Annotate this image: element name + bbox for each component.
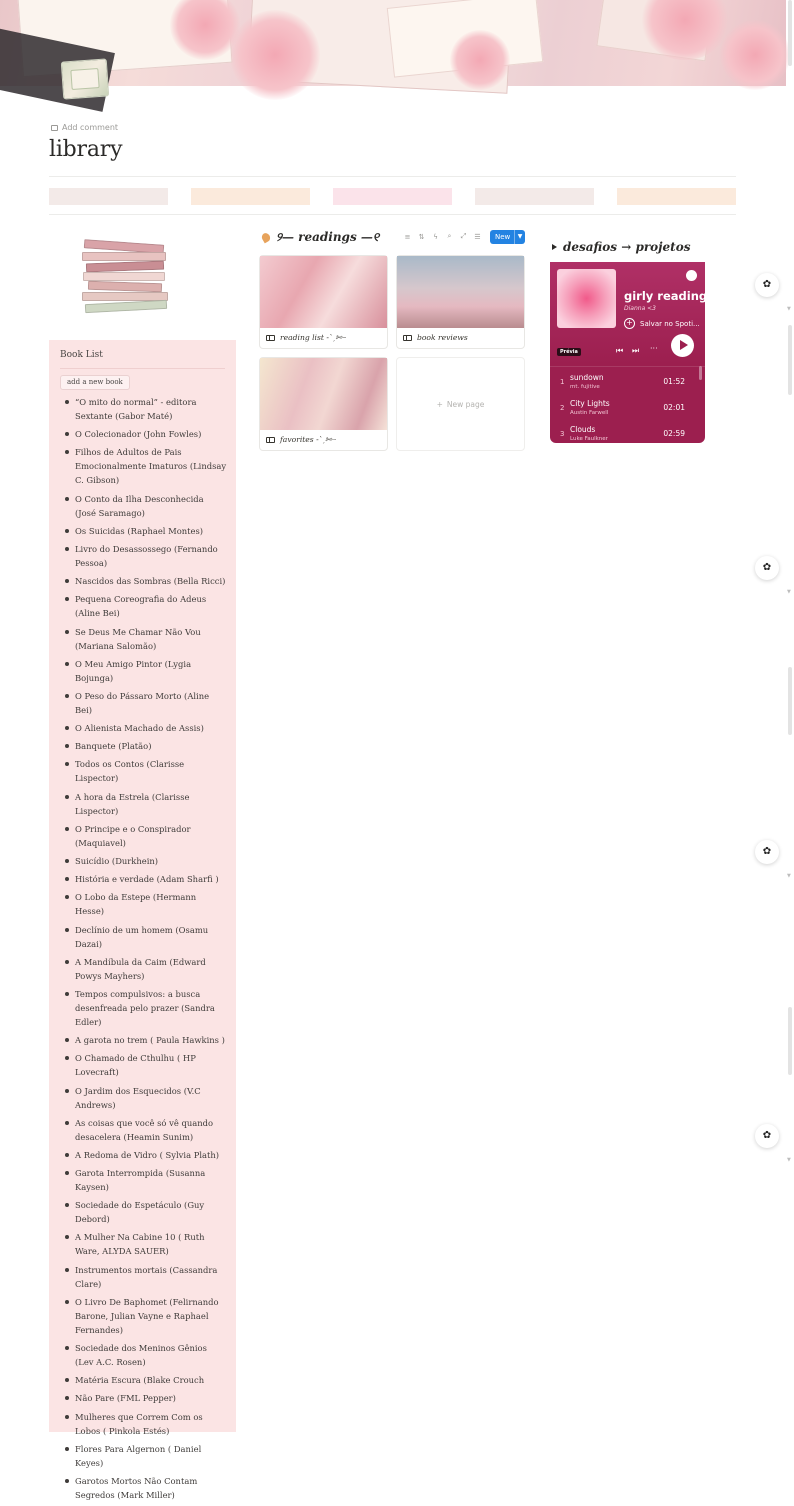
scrollbar-thumb[interactable] — [788, 0, 792, 66]
card-caption — [266, 333, 346, 342]
book-spine — [86, 261, 164, 273]
card-title: book reviews — [417, 333, 468, 342]
plus-icon: + — [436, 399, 443, 409]
book-list-item[interactable]: O Jardim dos Esquecidos (V.C Andrews) — [64, 1084, 227, 1112]
playlist-title[interactable]: girly reading — [624, 289, 708, 303]
book-list-item[interactable]: Tempos compulsivos: a busca desenfreada pelo prazer (Sandra Edler) — [64, 987, 227, 1029]
add-comment-button[interactable] — [51, 123, 118, 132]
chevron-down-icon[interactable]: ▼ — [787, 589, 791, 595]
book-list-item[interactable]: O Alienista Machado de Assis) — [64, 721, 227, 735]
book-list-item[interactable]: Instrumentos mortais (Cassandra Clare) — [64, 1263, 227, 1291]
book-list-item[interactable]: Mulheres que Correm Com os Lobos ( Pinkola Estés) — [64, 1410, 227, 1438]
lightning-icon[interactable]: ϟ — [433, 232, 438, 241]
book-list-item[interactable]: Se Deus Me Chamar Não Vou (Mariana Salomão) — [64, 625, 227, 653]
chevron-down-icon[interactable]: ▼ — [787, 306, 791, 312]
gallery-card-reading-list[interactable] — [259, 255, 388, 349]
gallery-card-book-reviews[interactable] — [396, 255, 525, 349]
book-list-item[interactable]: As coisas que você só vê quando desacelera (Heamin Sunim) — [64, 1116, 227, 1144]
more-options-icon[interactable]: ··· — [650, 344, 658, 353]
card-caption — [403, 333, 468, 342]
toggle-caret-icon[interactable] — [552, 244, 557, 250]
floating-widget-icon[interactable]: ✿ — [755, 840, 779, 864]
book-list-item[interactable]: O Meu Amigo Pintor (Lygia Bojunga) — [64, 657, 227, 685]
cover-flower — [230, 10, 320, 100]
book-list-item[interactable]: Nascidos das Sombras (Bella Ricci) — [64, 574, 227, 588]
track-name: Clouds — [570, 425, 596, 434]
chevron-down-icon[interactable]: ▼ — [787, 1157, 791, 1163]
track-artist[interactable]: Luke Faulkner — [570, 436, 608, 442]
book-list-item[interactable]: Os Suicidas (Raphael Montes) — [64, 524, 227, 538]
book-list-item[interactable]: Pequena Coreografia do Adeus (Aline Bei) — [64, 592, 227, 620]
book-list-item[interactable]: A Redoma de Vidro ( Sylvia Plath) — [64, 1148, 227, 1162]
divider — [49, 176, 736, 177]
book-list-item[interactable]: Todos os Contos (Clarisse Lispector) — [64, 757, 227, 785]
comment-icon — [51, 125, 58, 131]
book-list-item[interactable]: O Chamado de Cthulhu ( HP Lovecraft) — [64, 1051, 227, 1079]
divider — [49, 214, 736, 215]
book-list-item[interactable]: O Colecionador (John Fowles) — [64, 427, 227, 441]
search-icon[interactable]: ⌕ — [447, 232, 452, 240]
leaf-icon — [260, 232, 271, 244]
add-book-button[interactable]: add a new book — [60, 375, 130, 390]
save-to-spotify-button[interactable] — [624, 318, 700, 329]
play-button[interactable] — [671, 334, 694, 357]
spotify-embed[interactable] — [550, 262, 708, 443]
plus-circle-icon: + — [624, 318, 635, 329]
track-row[interactable] — [550, 396, 705, 420]
toggle-heading-label: desafios → projetos — [563, 240, 691, 254]
book-icon — [403, 335, 412, 341]
book-list — [64, 395, 227, 1506]
playlist-owner[interactable]: Dianna <3 — [624, 305, 656, 312]
track-number: 1 — [560, 378, 565, 386]
track-row[interactable] — [550, 422, 705, 446]
book-spine — [88, 281, 162, 293]
spotify-logo-icon[interactable] — [686, 270, 697, 281]
page-icon[interactable] — [61, 58, 110, 99]
book-list-item[interactable]: Suicídio (Durkhein) — [64, 854, 227, 868]
book-list-item[interactable]: Não Pare (FML Pepper) — [64, 1391, 227, 1405]
color-swatch — [49, 188, 168, 205]
chevron-down-icon[interactable]: ▼ — [514, 230, 525, 244]
book-list-item[interactable]: O Conto da Ilha Desconhecida (José Saramago) — [64, 492, 227, 520]
book-list-item[interactable]: Filhos de Adultos de Pais Emocionalmente Imaturos (Lindsay C. Gibson) — [64, 445, 227, 487]
floating-widget-icon[interactable]: ✿ — [755, 556, 779, 580]
page-title[interactable]: library — [49, 137, 123, 162]
gallery-card-favorites[interactable] — [259, 357, 388, 451]
track-duration: 02:01 — [663, 403, 685, 412]
gallery-header — [262, 230, 379, 245]
preview-badge: Prévia — [557, 348, 581, 356]
new-page-label: New page — [446, 399, 485, 409]
book-list-item[interactable]: “O mito do normal” - editora Sextante (Gabor Maté) — [64, 395, 227, 423]
book-spine — [82, 252, 166, 261]
book-list-item[interactable]: Garotos Mortos Não Contam Segredos (Mark Miller) — [64, 1474, 227, 1502]
track-number: 3 — [560, 430, 565, 438]
color-swatch — [333, 188, 452, 205]
scrollbar-thumb[interactable] — [788, 667, 792, 735]
book-list-item[interactable]: Garota Interrompida (Susanna Kaysen) — [64, 1166, 227, 1194]
book-list-item[interactable]: O Lobo da Estepe (Hermann Hesse) — [64, 890, 227, 918]
card-cover-image — [397, 256, 524, 328]
new-button-label: New — [495, 233, 511, 241]
track-artist[interactable]: mt. fujitive — [570, 384, 600, 390]
toggle-heading[interactable] — [552, 240, 690, 254]
track-row[interactable] — [550, 370, 705, 394]
book-stack-image — [78, 240, 174, 320]
next-track-icon[interactable]: ⏭ — [632, 346, 640, 355]
book-list-item[interactable]: A Mandíbula da Caim (Edward Powys Mayhers) — [64, 955, 227, 983]
book-list-item[interactable]: A hora da Estrela (Clarisse Lispector) — [64, 790, 227, 818]
book-list-item[interactable]: Banquete (Platão) — [64, 739, 227, 753]
book-list-item[interactable]: O Peso do Pássaro Morto (Aline Bei) — [64, 689, 227, 717]
track-name: sundown — [570, 373, 604, 382]
color-swatch-row — [49, 188, 736, 205]
filter-icon[interactable]: ≡ — [404, 232, 411, 241]
book-icon — [266, 335, 275, 341]
book-list-item[interactable]: Flores Para Algernon ( Daniel Keyes) — [64, 1442, 227, 1470]
floating-widget-icon[interactable]: ✿ — [755, 1124, 779, 1148]
cover-flower — [720, 20, 790, 90]
color-swatch — [191, 188, 310, 205]
expand-icon[interactable]: ⤢ — [460, 232, 467, 240]
divider — [550, 366, 705, 367]
previous-track-icon[interactable]: ⏮ — [616, 346, 624, 355]
book-list-item[interactable]: O Livro De Baphomet (Felirnando Barone, Julian Vayne e Raphael Fernandes) — [64, 1295, 227, 1337]
save-label: Salvar no Spoti... — [640, 319, 700, 328]
book-list-item[interactable]: Matéria Escura (Blake Crouch — [64, 1373, 227, 1387]
book-icon — [266, 437, 275, 443]
floating-widget-icon[interactable]: ✿ — [755, 273, 779, 297]
card-title: reading list -ˋˏ✄┈ — [280, 333, 347, 342]
book-spine — [85, 300, 167, 313]
add-comment-label: Add comment — [62, 123, 119, 132]
book-list-item[interactable]: O Principe e o Conspirador (Maquiavel) — [64, 822, 227, 850]
book-list-item[interactable]: Sociedade do Espetáculo (Guy Debord) — [64, 1198, 227, 1226]
book-list-item[interactable]: A Mulher Na Cabine 10 ( Ruth Ware, ALYDA SAUER) — [64, 1230, 227, 1258]
track-number: 2 — [560, 404, 565, 412]
scrollbar-thumb[interactable] — [788, 325, 792, 395]
gallery-title[interactable]: ୨— readings —୧ — [276, 230, 380, 244]
book-list-title: Book List — [60, 350, 103, 360]
book-list-item[interactable]: Livro do Desassossego (Fernando Pessoa) — [64, 542, 227, 570]
playlist-cover-image[interactable] — [557, 269, 616, 328]
color-swatch — [475, 188, 594, 205]
chevron-down-icon[interactable]: ▼ — [787, 873, 791, 879]
sort-icon[interactable]: ⇅ — [418, 232, 425, 241]
track-name: City Lights — [570, 399, 610, 408]
scrollbar-thumb[interactable] — [788, 1007, 792, 1075]
settings-icon[interactable]: ☰ — [474, 232, 481, 241]
cover-flower — [450, 30, 510, 90]
track-artist[interactable]: Austin Farwell — [570, 410, 609, 416]
book-list-item[interactable]: Sociedade dos Meninos Gênios (Lev A.C. Rosen) — [64, 1341, 227, 1369]
book-list-item[interactable]: História e verdade (Adam Sharfi ) — [64, 872, 227, 886]
card-title: favorites -ˋˏ✄┈ — [280, 435, 336, 444]
new-button[interactable] — [490, 230, 525, 244]
card-caption — [266, 435, 336, 444]
card-cover-image — [260, 358, 387, 430]
book-list-item[interactable]: Declínio de um homem (Osamu Dazai) — [64, 923, 227, 951]
color-swatch — [617, 188, 736, 205]
divider — [60, 368, 225, 369]
gallery-toolbar — [402, 231, 483, 242]
cover-image[interactable] — [0, 0, 786, 86]
book-list-item[interactable]: A garota no trem ( Paula Hawkins ) — [64, 1033, 227, 1047]
card-cover-image — [260, 256, 387, 328]
new-page-card[interactable] — [396, 357, 525, 451]
book-spine — [83, 272, 165, 281]
track-duration: 02:59 — [663, 429, 685, 438]
book-list-callout — [49, 340, 236, 1500]
track-duration: 01:52 — [663, 377, 685, 386]
